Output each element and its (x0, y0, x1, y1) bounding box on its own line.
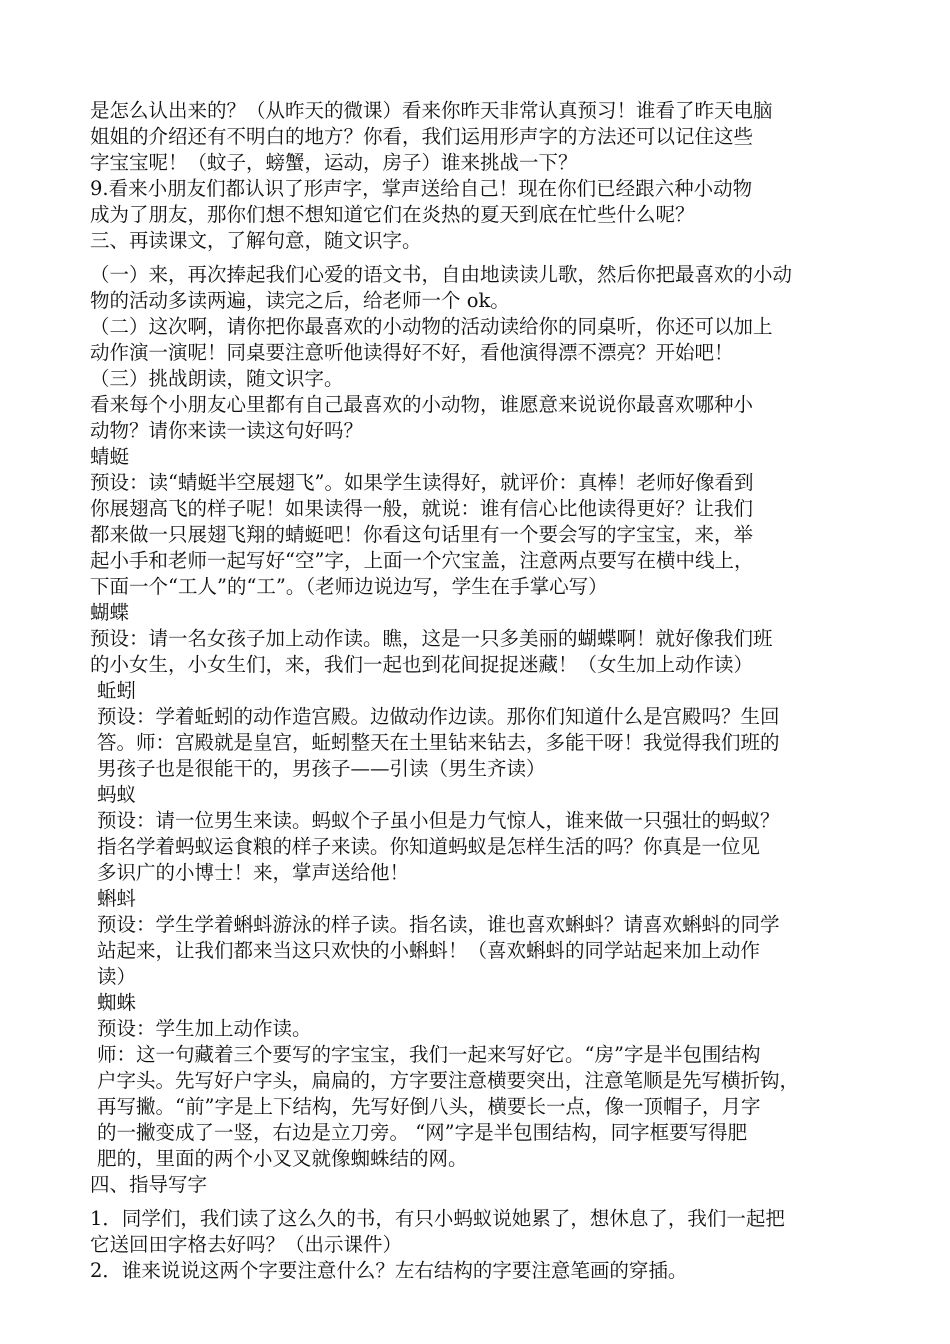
text-line: 预设：学生加上动作读。 (97, 1017, 312, 1040)
text-line: 是怎么认出来的？（从昨天的微课）看来你昨天非常认真预习！谁看了昨天电脑 (90, 99, 773, 122)
text-line: 预设：请一位男生来读。蚂蚁个子虽小但是力气惊人，谁来做一只强壮的蚂蚁？ (97, 809, 780, 832)
text-line: 再写撇。“前”字是上下结构，先写好倒八头，横要长一点，像一顶帽子，月字 (97, 1095, 761, 1118)
text-line: 都来做一只展翅飞翔的蜻蜓吧！你看这句话里有一个要会写的字宝宝，来，举 (90, 523, 754, 546)
text-line: 预设：学生学着蝌蚪游泳的样子读。指名读，谁也喜欢蝌蚪？请喜欢蝌蚪的同学 (97, 913, 780, 936)
text-line: 下面一个“工人”的“工”。（老师边说边写，学生在手掌心写） (90, 575, 608, 598)
animal-heading-butterfly: 蝴蝶 (90, 601, 130, 624)
text-line: 户字头。先写好户字头，扁扁的，方字要注意横要突出，注意笔顺是先写横折钩， (97, 1069, 800, 1092)
text-line: （二）这次啊，请你把你最喜欢的小动物的活动读给你的同桌听，你还可以加上 (90, 315, 773, 338)
animal-heading-tadpole: 蝌蚪 (97, 887, 137, 910)
text-line: 动物？请你来读一读这句好吗？ (90, 419, 364, 442)
text-line: 的小女生，小女生们，来，我们一起也到花间捉捉迷藏！（女生加上动作读） (90, 653, 754, 676)
text-line: 动作演一演呢！同桌要注意听他读得好不好，看他演得漂不漂亮？开始吧！ (90, 341, 734, 364)
text-line: （一）来，再次捧起我们心爱的语文书，自由地读读儿歌，然后你把最喜欢的小动 (90, 263, 793, 286)
text-line: 预设：请一名女孩子加上动作读。瞧，这是一只多美丽的蝴蝶啊！就好像我们班 (90, 627, 773, 650)
section-heading: 四、指导写字 (90, 1173, 208, 1196)
text-line: 的一撇变成了一竖，右边是立刀旁。 “网”字是半包围结构，同字框要写得肥 (97, 1121, 748, 1144)
text-line: 男孩子也是很能干的，男孩子——引读（男生齐读） (97, 757, 546, 780)
text-line: 物的活动多读两遍，读完之后，给老师一个 ok。 (90, 289, 510, 312)
text-line: 1．同学们，我们读了这么久的书，有只小蚂蚁说她累了，想休息了，我们一起把 (90, 1207, 785, 1230)
text-line: 多识广的小博士！来，掌声送给他！ (97, 861, 410, 884)
text-line: 起小手和老师一起写好“空”字，上面一个穴宝盖，注意两点要写在横中线上， (90, 549, 754, 572)
text-line: 师：这一句藏着三个要写的字宝宝，我们一起来写好它。“房”字是半包围结构 (97, 1043, 761, 1066)
text-line: 成为了朋友，那你们想不想知道它们在炎热的夏天到底在忙些什么呢？ (90, 203, 695, 226)
text-line: （三）挑战朗读，随文识字。 (90, 367, 344, 390)
section-heading: 三、再读课文，了解句意，随文识字。 (90, 229, 422, 252)
text-line: 你展翅高飞的样子呢！如果读得一般，就说：谁有信心比他读得更好？让我们 (90, 497, 754, 520)
text-line: 预设：读“蜻蜓半空展翅飞”。如果学生读得好，就评价：真棒！老师好像看到 (90, 471, 754, 494)
text-line: 姐姐的介绍还有不明白的地方？你看，我们运用形声字的方法还可以记住这些 (90, 125, 754, 148)
text-line: 9.看来小朋友们都认识了形声字，掌声送给自己！现在你们已经跟六种小动物 (90, 177, 753, 200)
animal-heading-dragonfly: 蜻蜓 (90, 445, 130, 468)
text-line: 2．谁来说说这两个字要注意什么？左右结构的字要注意笔画的穿插。 (90, 1259, 688, 1282)
animal-heading-ant: 蚂蚁 (97, 783, 137, 806)
text-line: 读） (97, 965, 137, 988)
animal-heading-earthworm: 蚯蚓 (97, 679, 137, 702)
text-line: 站起来，让我们都来当这只欢快的小蝌蚪！（喜欢蝌蚪的同学站起来加上动作 (97, 939, 761, 962)
text-line: 字宝宝呢！（蚊子，螃蟹，运动，房子）谁来挑战一下？ (90, 151, 578, 174)
text-line: 预设：学着蚯蚓的动作造宫殿。边做动作边读。那你们知道什么是宫殿吗？生回 (97, 705, 780, 728)
text-line: 它送回田字格去好吗？（出示课件） (90, 1233, 403, 1256)
text-line: 肥的，里面的两个小叉叉就像蜘蛛结的网。 (97, 1147, 468, 1170)
text-line: 答。师：宫殿就是皇宫，蚯蚓整天在土里钻来钻去，多能干呀！我觉得我们班的 (97, 731, 780, 754)
animal-heading-spider: 蜘蛛 (97, 991, 137, 1014)
text-line: 看来每个小朋友心里都有自己最喜欢的小动物，谁愿意来说说你最喜欢哪种小 (90, 393, 754, 416)
text-line: 指名学着蚂蚁运食粮的样子来读。你知道蚂蚁是怎样生活的吗？你真是一位见 (97, 835, 761, 858)
